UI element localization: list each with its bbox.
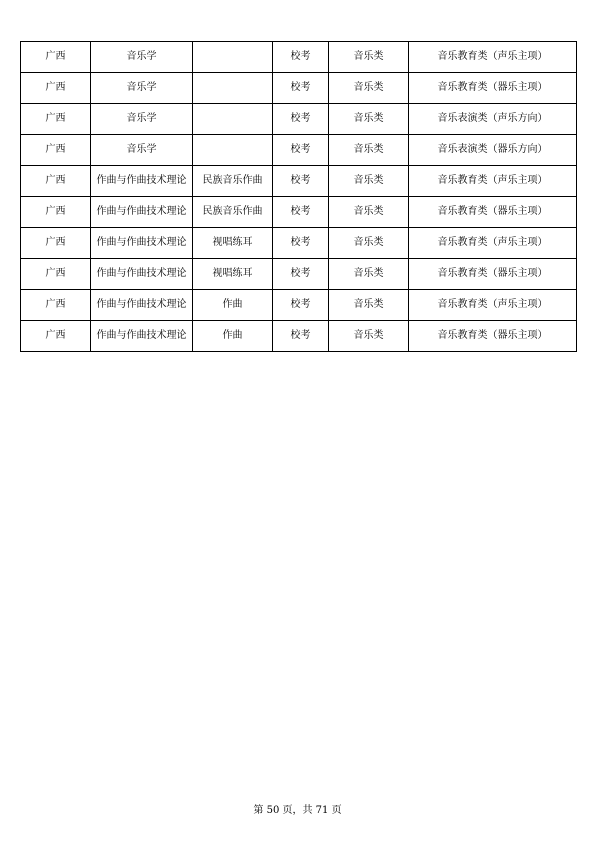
major-cell: 作曲与作曲技术理论 (91, 166, 193, 197)
subcategory-cell: 音乐教育类（器乐主项） (409, 197, 577, 228)
province-cell: 广西 (21, 42, 91, 73)
table-row (21, 104, 577, 135)
category-cell: 音乐类 (329, 166, 409, 197)
subcategory-cell: 音乐教育类（器乐主项） (409, 73, 577, 104)
direction-cell (193, 42, 273, 73)
province-cell: 广西 (21, 290, 91, 321)
direction-cell (193, 73, 273, 104)
subcategory-cell: 音乐教育类（器乐主项） (409, 321, 577, 352)
subcategory-cell: 音乐教育类（器乐主项） (409, 259, 577, 290)
table-row (21, 42, 577, 73)
exam-type-cell: 校考 (273, 259, 329, 290)
province-cell: 广西 (21, 197, 91, 228)
direction-cell: 作曲 (193, 290, 273, 321)
table-row (21, 197, 577, 228)
page-number: 第 50 页，共 71 页 (253, 805, 342, 816)
direction-cell: 民族音乐作曲 (193, 197, 273, 228)
province-cell: 广西 (21, 321, 91, 352)
direction-cell (193, 104, 273, 135)
table-row (21, 135, 577, 166)
category-cell: 音乐类 (329, 135, 409, 166)
direction-cell: 作曲 (193, 321, 273, 352)
province-cell: 广西 (21, 104, 91, 135)
major-cell: 作曲与作曲技术理论 (91, 321, 193, 352)
province-cell: 广西 (21, 135, 91, 166)
major-cell: 音乐学 (91, 42, 193, 73)
category-cell: 音乐类 (329, 42, 409, 73)
category-cell: 音乐类 (329, 197, 409, 228)
major-cell: 音乐学 (91, 73, 193, 104)
exam-type-cell: 校考 (273, 290, 329, 321)
subcategory-cell: 音乐表演类（器乐方向） (409, 135, 577, 166)
table-body (21, 42, 577, 352)
major-cell: 作曲与作曲技术理论 (91, 259, 193, 290)
exam-type-cell: 校考 (273, 228, 329, 259)
exam-type-cell: 校考 (273, 321, 329, 352)
table-row (21, 73, 577, 104)
exam-type-cell: 校考 (273, 166, 329, 197)
category-cell: 音乐类 (329, 290, 409, 321)
province-cell: 广西 (21, 73, 91, 104)
category-cell: 音乐类 (329, 228, 409, 259)
table-row (21, 228, 577, 259)
table-row (21, 166, 577, 197)
direction-cell: 民族音乐作曲 (193, 166, 273, 197)
exam-type-cell: 校考 (273, 135, 329, 166)
subcategory-cell: 音乐表演类（声乐方向） (409, 104, 577, 135)
exam-type-cell: 校考 (273, 104, 329, 135)
major-cell: 音乐学 (91, 135, 193, 166)
province-cell: 广西 (21, 166, 91, 197)
subcategory-cell: 音乐教育类（声乐主项） (409, 228, 577, 259)
exam-type-cell: 校考 (273, 42, 329, 73)
category-cell: 音乐类 (329, 104, 409, 135)
province-cell: 广西 (21, 259, 91, 290)
major-cell: 作曲与作曲技术理论 (91, 197, 193, 228)
major-cell: 作曲与作曲技术理论 (91, 290, 193, 321)
direction-cell: 视唱练耳 (193, 228, 273, 259)
direction-cell: 视唱练耳 (193, 259, 273, 290)
category-cell: 音乐类 (329, 321, 409, 352)
admissions-table (20, 41, 577, 352)
table-row (21, 290, 577, 321)
subcategory-cell: 音乐教育类（声乐主项） (409, 290, 577, 321)
category-cell: 音乐类 (329, 259, 409, 290)
table-row (21, 259, 577, 290)
major-cell: 作曲与作曲技术理论 (91, 228, 193, 259)
major-cell: 音乐学 (91, 104, 193, 135)
exam-type-cell: 校考 (273, 197, 329, 228)
table-row (21, 321, 577, 352)
exam-type-cell: 校考 (273, 73, 329, 104)
subcategory-cell: 音乐教育类（声乐主项） (409, 42, 577, 73)
subcategory-cell: 音乐教育类（声乐主项） (409, 166, 577, 197)
category-cell: 音乐类 (329, 73, 409, 104)
province-cell: 广西 (21, 228, 91, 259)
direction-cell (193, 135, 273, 166)
